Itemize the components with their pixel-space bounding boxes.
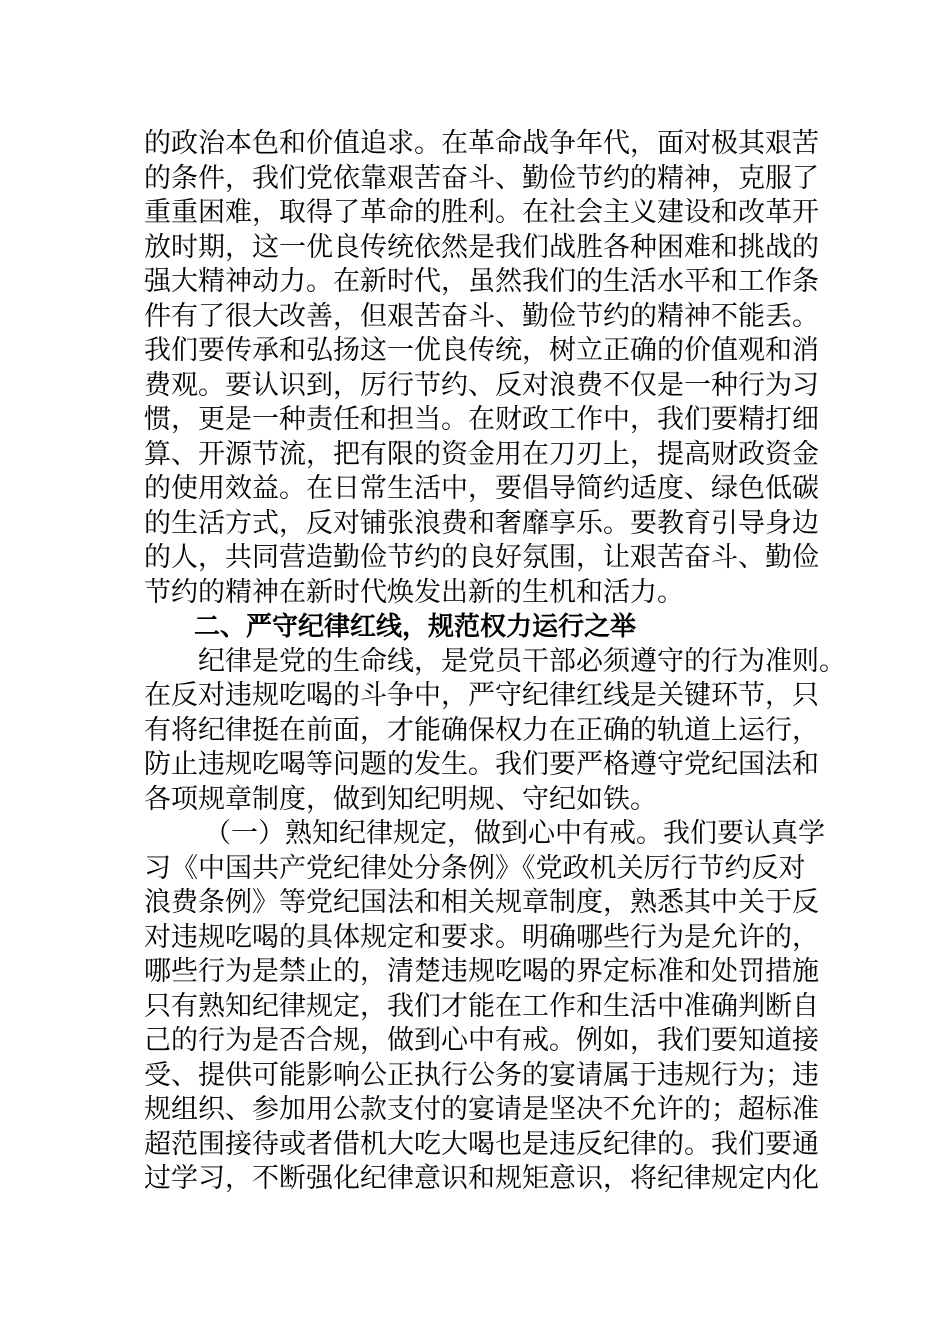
text-line: 的使用效益。在日常生活中，要倡导简约适度、绿色低碳 [144, 473, 819, 504]
text-line: 的政治本色和价值追求。在革命战争年代，面对极其艰苦 [144, 128, 819, 159]
text-line: 过学习，不断强化纪律意识和规矩意识，将纪律规定内化 [144, 1163, 819, 1194]
text-line: 哪些行为是禁止的，清楚违规吃喝的界定标准和处罚措施 [144, 956, 819, 987]
text-line: 对违规吃喝的具体规定和要求。明确哪些行为是允许的， [144, 921, 819, 953]
text-line: 的人，共同营造勤俭节约的良好氛围，让艰苦奋斗、勤俭 [144, 542, 819, 573]
text-line: 有将纪律挺在前面，才能确保权力在正确的轨道上运行， [144, 714, 819, 746]
text-line: 在反对违规吃喝的斗争中，严守纪律红线是关键环节，只 [144, 680, 819, 711]
subsection-first-line: （一）熟知纪律规定，做到心中有戒。我们要认真学 [204, 818, 825, 849]
text-line: 的生活方式，反对铺张浪费和奢靡享乐。要教育引导身边 [144, 507, 819, 539]
text-line: 节约的精神在新时代焕发出新的生机和活力。 [144, 576, 684, 608]
text-line: 放时期，这一优良传统依然是我们战胜各种困难和挑战的 [144, 231, 819, 263]
paragraph-first-line: 纪律是党的生命线，是党员干部必须遵守的行为准则。 [198, 645, 846, 677]
text-line: 强大精神动力。在新时代，虽然我们的生活水平和工作条 [144, 266, 819, 297]
text-line: 的条件，我们党依靠艰苦奋斗、勤俭节约的精神，克服了 [144, 162, 819, 194]
document-body [144, 127, 846, 1197]
text-line: 费观。要认识到，厉行节约、反对浪费不仅是一种行为习 [144, 369, 819, 401]
text-line: 己的行为是否合规，做到心中有戒。例如，我们要知道接 [144, 1025, 819, 1056]
text-line: 习《中国共产党纪律处分条例》《党政机关厉行节约反对 [144, 852, 806, 884]
text-line: 件有了很大改善，但艰苦奋斗、勤俭节约的精神不能丢。 [144, 300, 819, 332]
text-line: 重重困难，取得了革命的胜利。在社会主义建设和改革开 [144, 197, 819, 228]
text-line: 只有熟知纪律规定，我们才能在工作和生活中准确判断自 [144, 990, 819, 1022]
text-line: 受、提供可能影响公正执行公务的宴请属于违规行为；违 [144, 1059, 819, 1091]
text-line: 各项规章制度，做到知纪明规、守纪如铁。 [144, 783, 657, 815]
text-line: 算、开源节流，把有限的资金用在刀刃上，提高财政资金 [144, 438, 819, 470]
text-line: 超范围接待或者借机大吃大喝也是违反纪律的。我们要通 [144, 1128, 819, 1160]
text-line: 防止违规吃喝等问题的发生。我们要严格遵守党纪国法和 [144, 749, 819, 780]
text-line: 规组织、参加用公款支付的宴请是坚决不允许的；超标准 [144, 1094, 819, 1125]
text-line: 我们要传承和弘扬这一优良传统，树立正确的价值观和消 [144, 335, 819, 366]
section-heading: 二、严守纪律红线，规范权力运行之举 [194, 612, 637, 642]
text-line: 惯，更是一种责任和担当。在财政工作中，我们要精打细 [144, 404, 819, 435]
text-line: 浪费条例》等党纪国法和相关规章制度，熟悉其中关于反 [144, 887, 819, 918]
